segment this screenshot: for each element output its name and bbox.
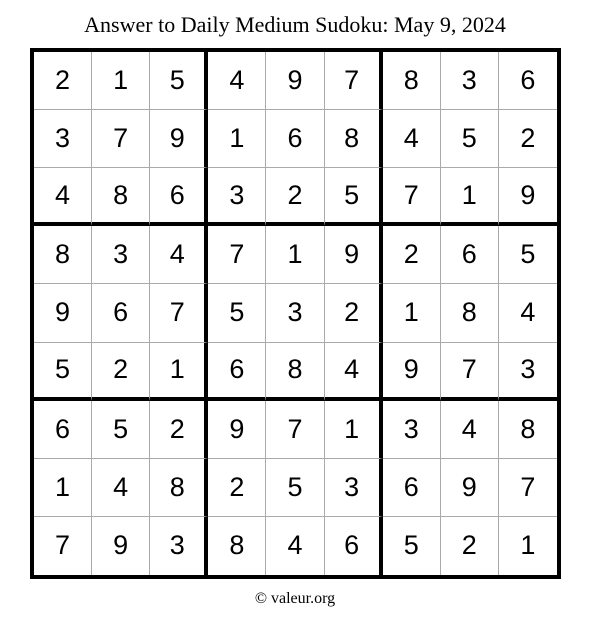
copyright-footer: © valeur.org bbox=[254, 590, 336, 607]
sudoku-cell: 8 bbox=[34, 226, 92, 284]
sudoku-cell: 7 bbox=[92, 110, 150, 168]
sudoku-cell: 2 bbox=[208, 459, 266, 517]
sudoku-cell: 1 bbox=[325, 401, 383, 459]
sudoku-cell: 1 bbox=[34, 459, 92, 517]
sudoku-cell: 8 bbox=[499, 401, 557, 459]
sudoku-cell: 2 bbox=[92, 343, 150, 401]
sudoku-cell: 4 bbox=[441, 401, 499, 459]
puzzle-title: Answer to Daily Medium Sudoku: May 9, 2024 bbox=[84, 12, 506, 37]
sudoku-cell: 8 bbox=[266, 343, 324, 401]
sudoku-cell: 6 bbox=[383, 459, 441, 517]
sudoku-cell: 4 bbox=[208, 52, 266, 110]
sudoku-cell: 7 bbox=[325, 52, 383, 110]
sudoku-cell: 9 bbox=[92, 517, 150, 575]
sudoku-cell: 1 bbox=[383, 284, 441, 342]
sudoku-cell: 2 bbox=[325, 284, 383, 342]
sudoku-cell: 2 bbox=[34, 52, 92, 110]
sudoku-cell: 5 bbox=[325, 168, 383, 226]
sudoku-cell: 8 bbox=[325, 110, 383, 168]
sudoku-cell: 5 bbox=[499, 226, 557, 284]
sudoku-cell: 9 bbox=[441, 459, 499, 517]
sudoku-cell: 1 bbox=[208, 110, 266, 168]
sudoku-cell: 8 bbox=[92, 168, 150, 226]
sudoku-cell: 3 bbox=[441, 52, 499, 110]
sudoku-cell: 2 bbox=[499, 110, 557, 168]
sudoku-cell: 3 bbox=[92, 226, 150, 284]
sudoku-cell: 5 bbox=[34, 343, 92, 401]
sudoku-cell: 3 bbox=[325, 459, 383, 517]
sudoku-cell: 7 bbox=[34, 517, 92, 575]
sudoku-cell: 4 bbox=[150, 226, 208, 284]
sudoku-cell: 2 bbox=[150, 401, 208, 459]
sudoku-cell: 1 bbox=[266, 226, 324, 284]
sudoku-cell: 6 bbox=[34, 401, 92, 459]
sudoku-cell: 5 bbox=[150, 52, 208, 110]
sudoku-cell: 6 bbox=[208, 343, 266, 401]
sudoku-cell: 1 bbox=[520, 530, 536, 561]
sudoku-cell: 3 bbox=[499, 343, 557, 401]
sudoku-cell: 6 bbox=[92, 284, 150, 342]
sudoku-cell: 4 bbox=[34, 168, 92, 226]
sudoku-cell: 8 bbox=[441, 284, 499, 342]
sudoku-cell: 4 bbox=[325, 343, 383, 401]
sudoku-cell: 4 bbox=[92, 459, 150, 517]
sudoku-cell: 2 bbox=[266, 168, 324, 226]
sudoku-cell: 3 bbox=[266, 284, 324, 342]
sudoku-cell: 9 bbox=[383, 343, 441, 401]
sudoku-cell: 5 bbox=[383, 517, 441, 575]
sudoku-cell: 3 bbox=[150, 517, 208, 575]
sudoku-cell: 9 bbox=[208, 401, 266, 459]
sudoku-cell: 3 bbox=[208, 168, 266, 226]
sudoku-cell: 6 bbox=[150, 168, 208, 226]
sudoku-cell: 4 bbox=[383, 110, 441, 168]
sudoku-cell: 5 bbox=[208, 284, 266, 342]
sudoku-cell: 9 bbox=[266, 52, 324, 110]
sudoku-cell: 4 bbox=[499, 284, 557, 342]
sudoku-cell: 9 bbox=[34, 284, 92, 342]
sudoku-cell: 9 bbox=[150, 110, 208, 168]
sudoku-cell: 8 bbox=[150, 459, 208, 517]
sudoku-cell: 9 bbox=[325, 226, 383, 284]
sudoku-cell: 5 bbox=[266, 459, 324, 517]
sudoku-cell: 7 bbox=[208, 226, 266, 284]
sudoku-cell: 8 bbox=[383, 52, 441, 110]
sudoku-cell: 6 bbox=[266, 110, 324, 168]
sudoku-cell: 3 bbox=[34, 110, 92, 168]
sudoku-cell: 7 bbox=[499, 459, 557, 517]
sudoku-cell: 7 bbox=[266, 401, 324, 459]
sudoku-cell: 8 bbox=[208, 517, 266, 575]
sudoku-cell: 7 bbox=[383, 168, 441, 226]
sudoku-cell: 4 bbox=[266, 517, 324, 575]
sudoku-cell: 1 bbox=[92, 52, 150, 110]
sudoku-cell: 1 bbox=[441, 168, 499, 226]
sudoku-cell: 9 bbox=[499, 168, 557, 226]
sudoku-cell: 5 bbox=[441, 110, 499, 168]
sudoku-cell: 6 bbox=[441, 226, 499, 284]
sudoku-cell: 7 bbox=[150, 284, 208, 342]
sudoku-cell: 2 bbox=[441, 517, 499, 575]
sudoku-grid bbox=[30, 48, 561, 579]
sudoku-cell: 6 bbox=[325, 517, 383, 575]
sudoku-cell: 7 bbox=[441, 343, 499, 401]
sudoku-cell: 3 bbox=[383, 401, 441, 459]
sudoku-cell: 5 bbox=[92, 401, 150, 459]
sudoku-cell: 2 bbox=[383, 226, 441, 284]
sudoku-cell: 1 bbox=[150, 343, 208, 401]
sudoku-cell: 6 bbox=[499, 52, 557, 110]
